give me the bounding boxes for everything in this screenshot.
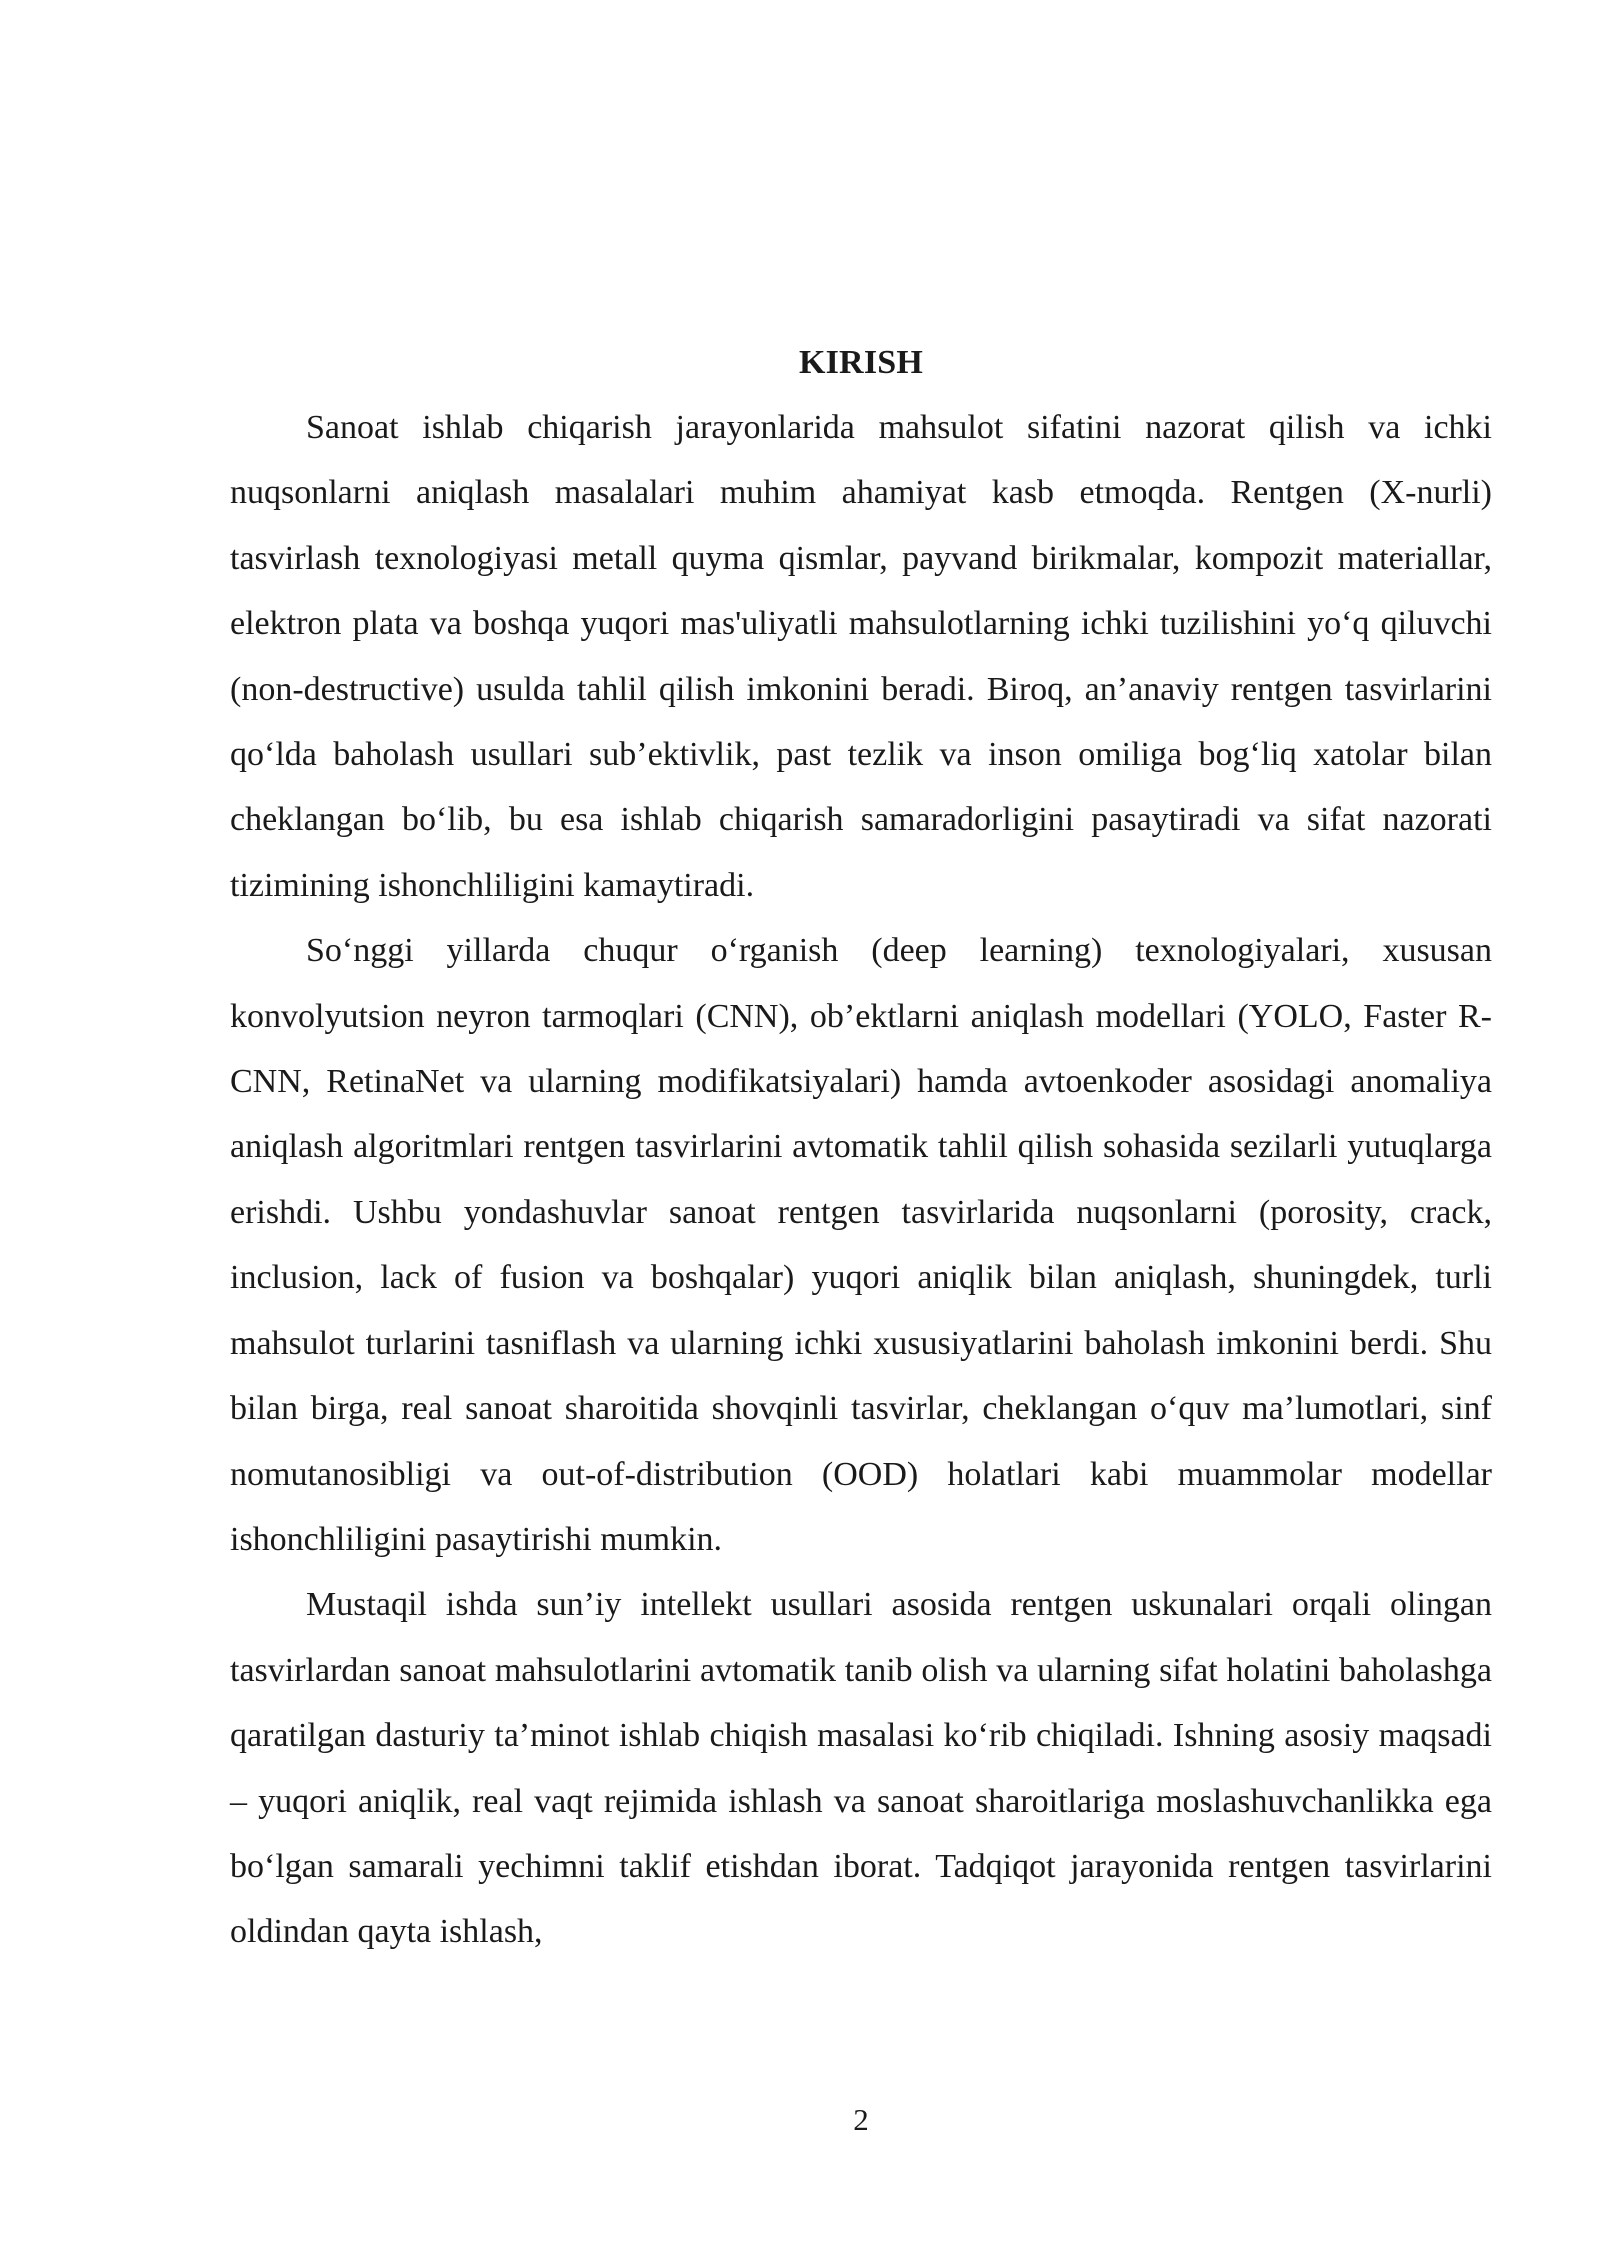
page-content bbox=[230, 330, 1492, 1965]
section-heading: KIRISH bbox=[798, 344, 924, 381]
paragraph-1: Sanoat ishlab chiqarish jarayonlarida mahsulot sifatini nazorat qilish va ichki nuqsonlarni aniqlash masalalari muhim ahamiyat kasb etmoqda. Rentgen (X-nurli) tasvirlash texnologiyasi metall quyma qismlar, payvand birikmalar, kompozit materiallar, elektron plata va boshqa yuqori mas'uliyatli mahsulotlarning ichki tuzilishini yo‘q qiluvchi (non-destructive) usulda tahlil qilish imkonini beradi. Biroq, an’anaviy rentgen tasvirlarini qo‘lda baholash usullari sub’ektivlik, past tezlik va inson omiliga bog‘liq xatolar bilan cheklangan bo‘lib, bu esa ishlab chiqarish samaradorligini pasaytiradi va sifat nazorati tizimining ishonchliligini kamaytiradi. bbox=[230, 409, 1492, 904]
paragraph-2: So‘nggi yillarda chuqur o‘rganish (deep learning) texnologiyalari, xususan konvolyutsion neyron tarmoqlari (CNN), ob’ektlarni aniqlash modellari (YOLO, Faster R-CNN, RetinaNet va ularning modifikatsiyalari) hamda avtoenkoder asosidagi anomaliya aniqlash algoritmlari rentgen tasvirlarini avtomatik tahlil qilish sohasida sezilarli yutuqlarga erishdi. Ushbu yondashuvlar sanoat rentgen tasvirlarida nuqsonlarni (porosity, crack, inclusion, lack of fusion va boshqalar) yuqori aniqlik bilan aniqlash, shuningdek, turli mahsulot turlarini tasniflash va ularning ichki xususiyatlarini baholash imkonini berdi. Shu bilan birga, real sanoat sharoitida shovqinli tasvirlar, cheklangan o‘quv ma’lumotlari, sinf nomutanosibligi va out-of-distribution (OOD) holatlari kabi muammolar modellar ishonchliligini pasaytirishi mumkin. bbox=[230, 932, 1492, 1558]
paragraph-3: Mustaqil ishda sun’iy intellekt usullari asosida rentgen uskunalari orqali olingan tasvirlardan sanoat mahsulotlarini avtomatik tanib olish va ularning sifat holatini baholashga qaratilgan dasturiy ta’minot ishlab chiqish masalasi ko‘rib chiqiladi. Ishning asosiy maqsadi – yuqori aniqlik, real vaqt rejimida ishlash va sanoat sharoitlariga moslashuvchanlikka ega bo‘lgan samarali yechimni taklif etishdan iborat. Tadqiqot jarayonida rentgen tasvirlarini oldindan qayta ishlash, bbox=[230, 1586, 1492, 1951]
page-number: 2 bbox=[853, 2102, 869, 2137]
